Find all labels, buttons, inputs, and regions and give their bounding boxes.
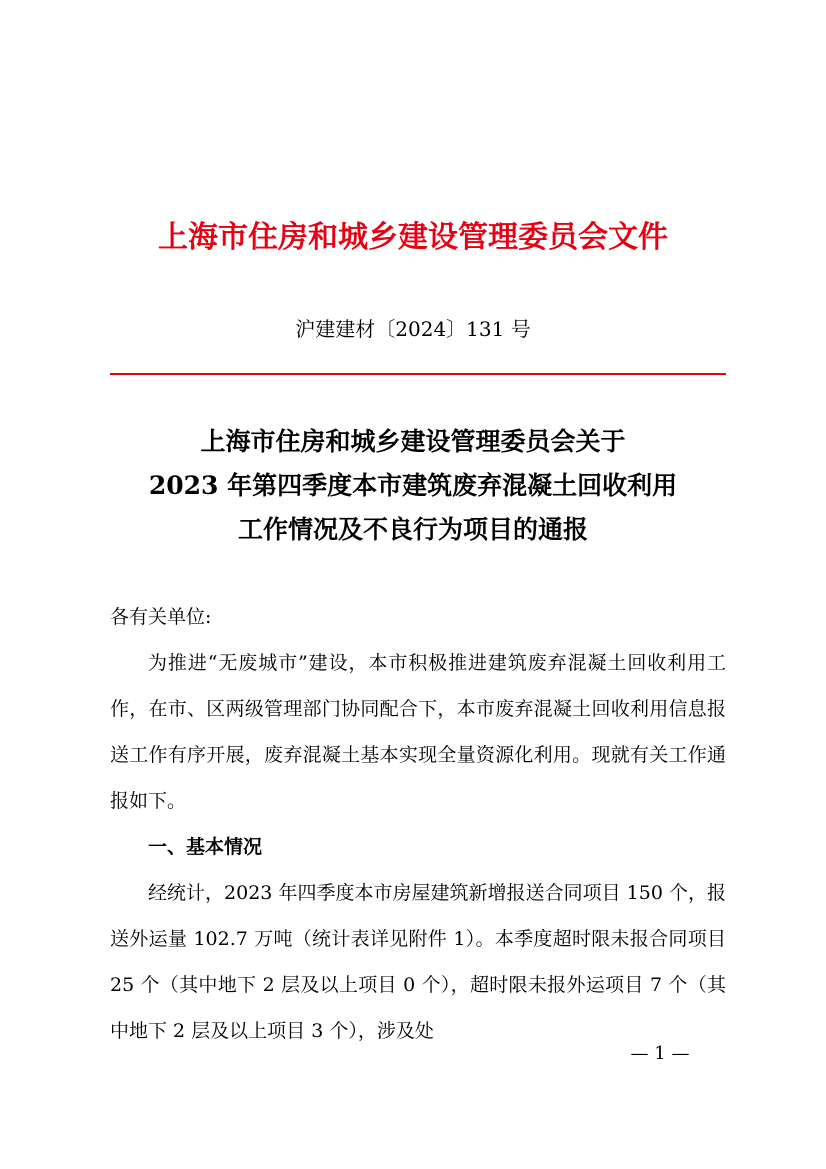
title-line-3: 工作情况及不良行为项目的通报 xyxy=(237,515,588,544)
section1-paragraph: 经统计，2023 年四季度本市房屋建筑新增报送合同项目 150 个，报送外运量 102.7 万吨（统计表详见附件 1）。本季度超时限未报合同项目 25 个（其中地下 2 层及以上项目 0 个），超时限未报外运项目 7 个（其中地下 2 层及以上项目 3 个），涉及处 xyxy=(110,882,726,1042)
document-body xyxy=(110,594,726,1054)
title-line-2: 2023 年第四季度本市建筑废弃混凝土回收利用 xyxy=(148,471,678,500)
red-divider-line xyxy=(110,373,726,375)
document-number: 沪建建材〔2024〕131 号 xyxy=(295,317,531,341)
page-number: — 1 — xyxy=(630,1043,690,1064)
salutation: 各有关单位: xyxy=(110,606,212,628)
intro-paragraph: 为推进“无废城市”建设，本市积极推进建筑废弃混凝土回收利用工作，在市、区两级管理部门协同配合下，本市废弃混凝土回收利用信息报送工作有序开展，废弃混凝土基本实现全量资源化利用。现就有关工作通报如下。 xyxy=(110,652,726,812)
agency-header-title: 上海市住房和城乡建设管理委员会文件 xyxy=(158,220,668,255)
title-line-1: 上海市住房和城乡建设管理委员会关于 xyxy=(200,427,626,456)
section-heading-basic-situation: 一、基本情况 xyxy=(148,836,263,858)
document-title xyxy=(100,420,726,552)
